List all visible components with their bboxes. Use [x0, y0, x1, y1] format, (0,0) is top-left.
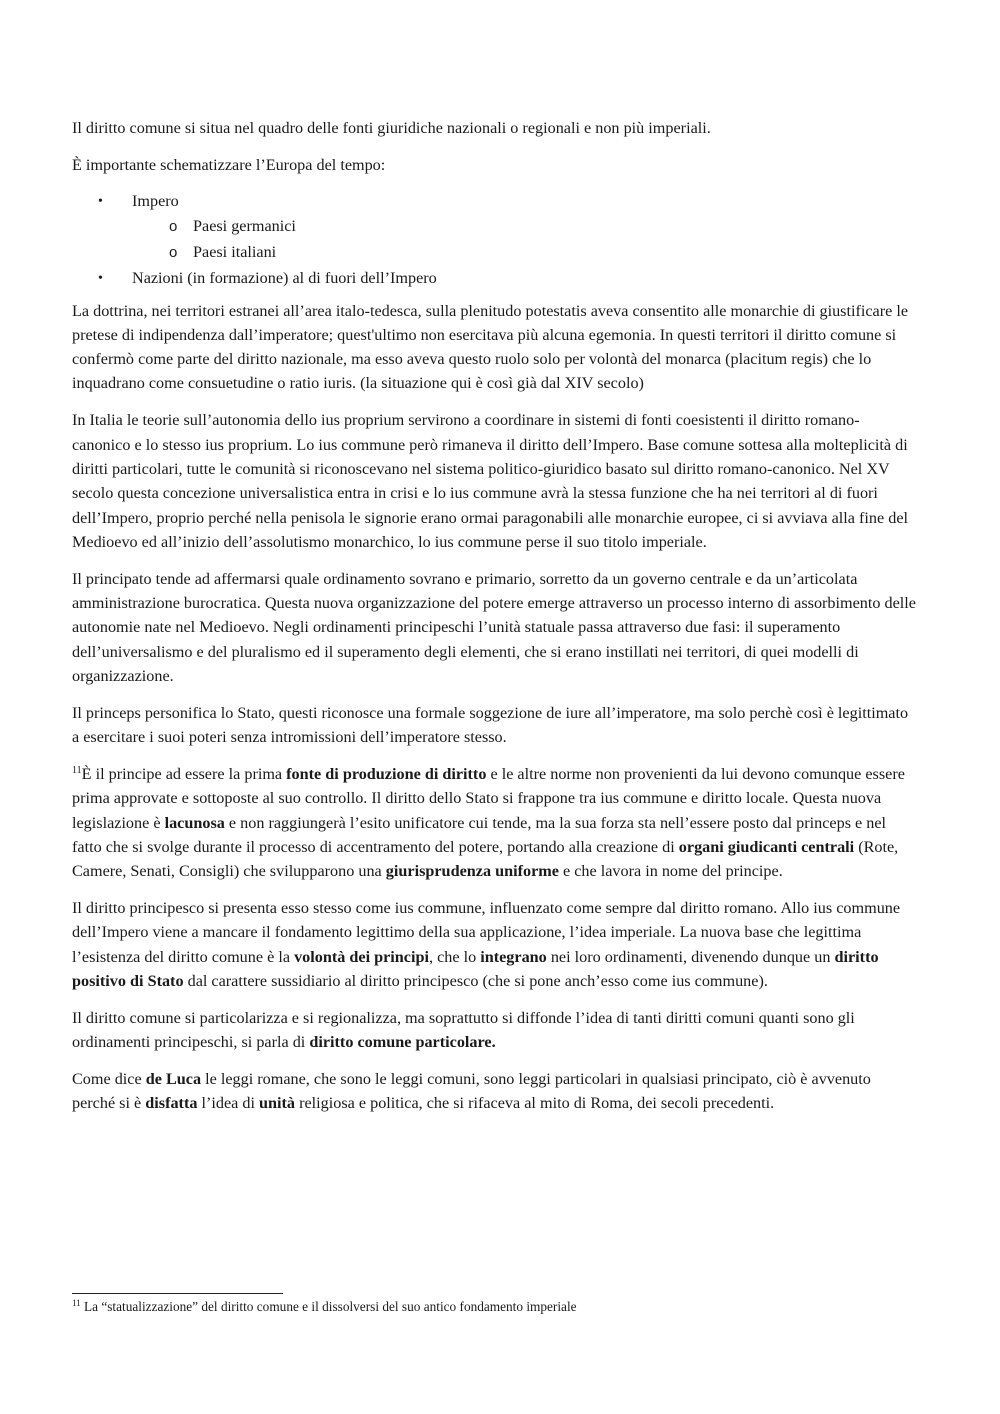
paragraph-diritto-principesco — [72, 896, 917, 993]
footnote-text: La “statualizzazione” del diritto comune e il dissolversi del suo antico fondamento imperiale — [80, 1299, 577, 1314]
bold-term: disfatta — [145, 1094, 198, 1113]
paragraph-principe-fonte — [72, 762, 917, 883]
text-segment: Il diritto principesco si presenta esso stesso come ius commune, influenzato come sempre dal diritto romano. Allo ius commune dell’Impero viene a mancare il fondamento legittimo della sua applicazione, l’idea imperiale. La nuova base che legittima l’esistenza del diritto comune è la — [72, 899, 901, 966]
bold-term: giurisprudenza uniforme — [385, 862, 559, 881]
list-item-label: Nazioni (in formazione) al di fuori dell’Impero — [132, 268, 437, 287]
text-segment: (Rote, Camere, Senati, Consigli) che svilupparono una — [72, 837, 899, 881]
list-subitem-paesi-germanici — [72, 214, 917, 240]
list-item-label: Impero — [132, 191, 179, 210]
text-segment: nei loro ordinamenti, divenendo dunque un — [546, 947, 835, 966]
bold-term: de Luca — [145, 1070, 202, 1089]
bold-term: lacunosa — [164, 813, 225, 832]
bullet-icon: • — [98, 270, 103, 286]
list-item-nazioni — [72, 266, 917, 292]
text-segment: le leggi romane, che sono le leggi comuni, sono leggi particolari in qualsiasi principato, ciò è avvenuto perché si è — [72, 1070, 871, 1113]
bullet-icon: • — [98, 193, 103, 209]
paragraph-schema-intro: È importante schematizzare l’Europa del tempo: — [72, 155, 386, 174]
bold-term: integrano — [480, 947, 547, 966]
text-segment: e che lavora in nome del principe. — [558, 862, 783, 881]
paragraph-italia: In Italia le teorie sull’autonomia dello ius proprium servirono a coordinare in sistemi di fonti coesistenti il diritto romano-canonico e lo stesso ius proprium. Lo ius commune però rimaneva il diritto dell’Impero. Base comune sottesa alla molteplicità di diritti particolari, tutte le comunità si riconoscevano nel sistema politico-giuridico basato sul diritto romano-canonico. Nel XV secolo questa concezione universalistica entra in crisi e lo ius commune avrà la stessa funzione che ha nei territori al di fuori dell’Impero, proprio perché nella penisola le signorie erano ormai paragonabili alle monarchie europee, ci si avviava alla fine del Medioevo ed all’inizio dell’assolutismo monarchico, lo ius commune perse il suo titolo imperiale. — [72, 411, 909, 551]
list-item-impero — [72, 189, 917, 215]
document-body — [72, 116, 917, 1128]
list-item-label: Paesi italiani — [193, 243, 277, 262]
circle-bullet-icon: o — [169, 244, 178, 262]
bold-term: organi giudicanti centrali — [678, 837, 855, 856]
text-segment: e le altre norme non provenienti da lui devono comunque essere prima approvate e sottoposte al suo controllo. Il diritto dello Stato si frappone tra ius commune e diritto locale. Questa nuova legislazione è — [72, 765, 905, 832]
text-segment: dal carattere sussidiario al diritto principesco (che si pone anch’esso come ius commune). — [183, 971, 768, 990]
bold-term: diritto positivo di Stato — [72, 947, 879, 990]
paragraph-de-luca — [72, 1067, 917, 1116]
circle-bullet-icon: o — [169, 218, 178, 236]
text-segment: È il principe ad essere la prima — [81, 765, 287, 784]
paragraph-principato: Il principato tende ad affermarsi quale ordinamento sovrano e primario, sorretto da un governo centrale e da un’articolata amministrazione burocratica. Questa nuova organizzazione del potere emerge attraverso un processo interno di assorbimento delle autonomie nate nel Medioevo. Negli ordinamenti principeschi l’unità statuale passa attraverso due fasi: il superamento dell’universalismo e del pluralismo ed il superamento degli elementi, che si erano instillati nei territori, di quei modelli di organizzazione. — [72, 569, 916, 685]
footnote-number: 11 — [72, 1298, 81, 1308]
bold-term: unità — [259, 1094, 296, 1113]
bold-term: diritto comune particolare. — [309, 1033, 496, 1052]
text-segment: , che lo — [428, 947, 481, 966]
text-segment: l’idea di — [197, 1094, 260, 1113]
bold-term: volontà dei principi — [294, 947, 429, 966]
bold-term: fonte di produzione di diritto — [286, 765, 487, 784]
footnote — [72, 1298, 917, 1316]
paragraph-intro: Il diritto comune si situa nel quadro delle fonti giuridiche nazionali o regionali e non più imperiali. — [72, 119, 711, 137]
footnote-separator — [72, 1293, 283, 1294]
paragraph-particolarizza — [72, 1006, 917, 1055]
europe-outline-list — [72, 189, 917, 292]
text-segment: e non raggiungerà l’esito unificatore cui tende, ma la sua forza sta nell’essere posto dal princeps e nel fatto che si svolge durante il processo di accentramento del potere, portando alla creazione di — [72, 813, 887, 856]
list-subitem-paesi-italiani — [72, 240, 917, 266]
text-segment: religiosa e politica, che si rifaceva al mito di Roma, dei secoli precedenti. — [295, 1094, 775, 1113]
footnote-reference[interactable]: 11 — [72, 765, 82, 777]
list-item-label: Paesi germanici — [193, 217, 296, 236]
paragraph-dottrina: La dottrina, nei territori estranei all’area italo-tedesca, sulla plenitudo potestatis aveva consentito alle monarchie di giustificare le pretese di indipendenza dall’imperatore; quest'ultimo non esercitava più alcuna egemonia. In questi territori il diritto comune si confermò come parte del diritto nazionale, ma esso aveva questo ruolo solo per volontà del monarca (placitum regis) che lo inquadrano come consuetudine o ratio iuris. (la situazione qui è così già dal XIV secolo) — [72, 301, 909, 393]
paragraph-princeps: Il princeps personifica lo Stato, questi riconosce una formale soggezione de iure all’imperatore, ma solo perchè così è legittimato a esercitare i suoi poteri senza intromissioni dell’imperatore stesso. — [72, 703, 909, 747]
text-segment: Come dice — [72, 1070, 146, 1089]
text-segment: Il diritto comune si particolarizza e si regionalizza, ma soprattutto si diffonde l’idea di tanti diritti comuni quanti sono gli ordinamenti principeschi, si parla di — [72, 1008, 855, 1052]
